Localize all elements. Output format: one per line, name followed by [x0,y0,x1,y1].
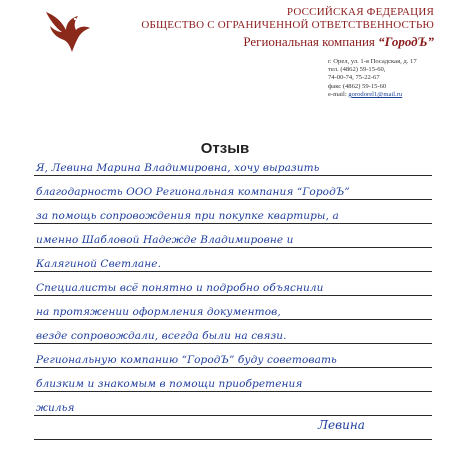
ruled-line [34,368,432,392]
handwritten-line: Региональную компанию “ГородЪ” буду советовать [36,354,337,366]
contact-address [328,58,417,99]
handwritten-line: близким и знакомым в помощи приобретения [36,378,303,390]
ruled-line [34,248,432,272]
company-prefix: Региональная компания [243,34,375,49]
email-label: e-mail: [328,90,347,98]
handwritten-line: за помощь сопровождения при покупке квартиры, а [36,210,339,222]
ruled-line [34,344,432,368]
company-name [141,33,434,51]
fax: факс (4862) 59-15-60 [328,82,387,90]
email-link[interactable]: gorodorel1@mail.ru [348,90,403,98]
handwritten-line: именно Шабловой Надежде Владимировне и [36,234,294,246]
eagle-icon [44,6,92,54]
handwritten-line: везде сопровождали, всегда были на связи. [36,330,287,342]
handwritten-line: жилья [36,402,75,414]
ruled-line [34,416,432,440]
handwritten-line: на протяжении оформления документов, [36,306,281,318]
ruled-line [34,296,432,320]
ruled-line [34,176,432,200]
ruled-line [34,200,432,224]
ruled-line [34,392,432,416]
ruled-line [34,152,432,176]
street-address: г. Орел, ул. 1-я Посадская, д. 17 [328,58,417,65]
phone-extra: 74-00-74, 75-22-67 [328,74,380,82]
email [328,91,417,99]
handwritten-line: Калягиной Светлане. [36,258,162,270]
handwritten-line: Специалисты всё понятно и подробно объяснили [36,282,324,294]
handwritten-line: благодарность ООО Региональная компания “ГородЪ” [36,186,350,198]
signature: Левина [318,418,365,432]
phone: тел. (4862) 59-15-60, [328,66,386,74]
ruled-line [34,320,432,344]
document-title: Отзыв [200,140,250,157]
org-type: ОБЩЕСТВО С ОГРАНИЧЕННОЙ ОТВЕТСТВЕННОСТЬЮ [141,19,434,31]
ruled-line [34,272,432,296]
ruled-line [34,224,432,248]
org-country: РОССИЙСКАЯ ФЕДЕРАЦИЯ [286,6,434,18]
organization-header [141,6,434,51]
handwritten-line: Я, Левина Марина Владимировна, хочу выразить [36,162,320,174]
handwritten-review [34,152,432,440]
company-brand: “ГородЪ” [378,34,434,49]
